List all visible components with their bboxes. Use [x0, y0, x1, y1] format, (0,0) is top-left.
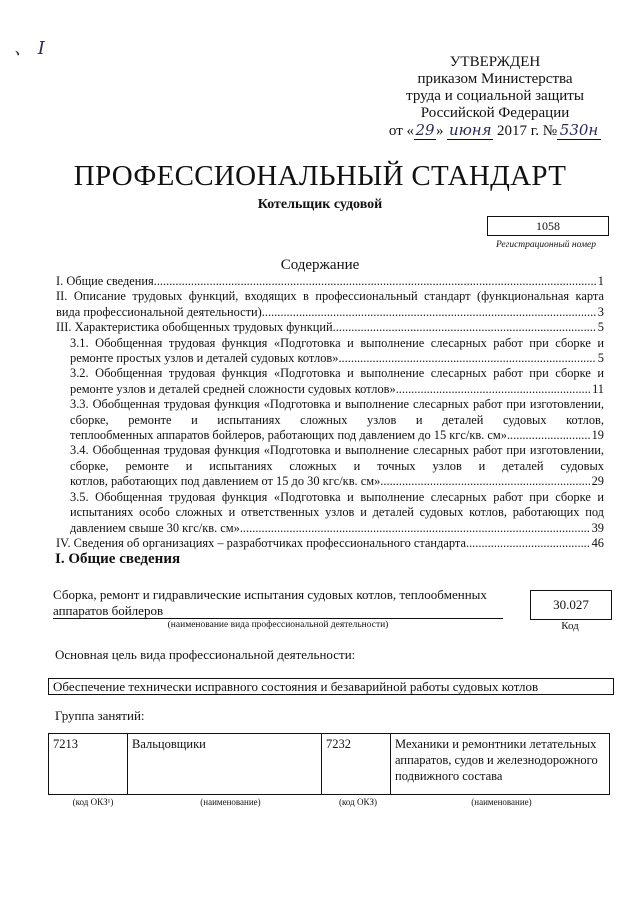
- toc-item-row: [56, 305, 604, 320]
- toc-page-number: 19: [591, 428, 604, 443]
- column-caption: (наименование): [471, 797, 532, 807]
- order-number: 530н: [557, 122, 601, 140]
- table-of-contents: [56, 274, 604, 551]
- toc-item: [56, 366, 604, 397]
- toc-page-number: 39: [591, 520, 604, 535]
- toc-item: [56, 536, 604, 551]
- toc-page-number: 11: [592, 381, 604, 396]
- activity-code: 30.027: [530, 590, 612, 620]
- goal-label: Основная цель вида профессиональной деятельности:: [55, 647, 356, 662]
- toc-item: [56, 490, 604, 536]
- toc-item-label: котлов, работающих под давлением от 15 до 30 кгс/кв. см»: [70, 474, 381, 489]
- approval-line: труда и социальной защиты: [406, 88, 584, 104]
- toc-item-label: IV. Сведения об организациях – разработчиках профессионального стандарта: [56, 535, 466, 550]
- toc-leader-dots: [396, 382, 590, 397]
- handwritten-mark: 、 I: [14, 38, 45, 59]
- toc-leader-dots: [466, 536, 590, 551]
- toc-item-row: [70, 521, 604, 536]
- order-line: [360, 122, 630, 140]
- toc-item: [56, 289, 604, 320]
- toc-item-text: 3.3. Обобщенная трудовая функция «Подготовка и выполнение слесарных работ при изготовлении, сборке, ремонте и испытаниях сложных узлов и деталей судовых котлов,: [70, 397, 604, 427]
- toc-item: [56, 320, 604, 335]
- activity-name: Сборка, ремонт и гидравлические испытания судовых котлов, теплообменных аппаратов бойлеров: [53, 587, 487, 618]
- okz-code-cell: 7232: [322, 734, 391, 795]
- toc-item: [56, 336, 604, 367]
- toc-item-row: [56, 320, 604, 335]
- toc-item-label: вида профессиональной деятельности): [56, 304, 262, 319]
- approval-line: УТВЕРЖДЕН: [449, 54, 541, 70]
- toc-item: [56, 397, 604, 443]
- page-title: ПРОФЕССИОНАЛЬНЫЙ СТАНДАРТ: [73, 160, 567, 192]
- toc-item-label: ремонте узлов и деталей средней сложности судовых котлов»: [70, 381, 396, 396]
- table-row: [49, 734, 610, 795]
- toc-page-number: 3: [597, 304, 604, 319]
- order-prefix: от «: [388, 123, 415, 139]
- toc-item-row: [70, 351, 604, 366]
- section-heading: I. Общие сведения: [55, 551, 181, 567]
- column-caption: (код ОКЗ¹): [72, 797, 114, 807]
- toc-item-label: I. Общие сведения: [56, 274, 154, 288]
- toc-item-row: [56, 274, 604, 289]
- occupation-name-cell: Вальцовщики: [128, 734, 322, 795]
- toc-page-number: 29: [591, 474, 604, 489]
- order-month: июня: [448, 121, 492, 139]
- toc-page-number: 5: [597, 351, 604, 366]
- toc-item-label: ремонте простых узлов и деталей судовых котлов»: [70, 351, 339, 366]
- toc-page-number: 46: [591, 535, 604, 550]
- toc-page-number: 5: [597, 320, 604, 335]
- toc-leader-dots: [507, 428, 590, 443]
- okz-code-cell: 7213: [49, 734, 128, 795]
- toc-leader-dots: [333, 320, 596, 335]
- toc-item-text: 3.2. Обобщенная трудовая функция «Подготовка и выполнение слесарных работ при сборке и: [70, 366, 604, 381]
- toc-page-number: 1: [597, 274, 604, 288]
- toc-title: Содержание: [280, 257, 360, 273]
- order-mid: »: [436, 123, 448, 139]
- toc-item: [56, 274, 604, 289]
- toc-item-label: III. Характеристика обобщенных трудовых функций: [56, 320, 333, 335]
- registration-label: Регистрационный номер: [495, 240, 597, 250]
- toc-leader-dots: [380, 474, 589, 489]
- registration-number: 1058: [487, 216, 609, 236]
- group-label: Группа занятий:: [55, 708, 145, 723]
- page-subtitle: Котельщик судовой: [257, 197, 383, 212]
- goal-text: Обеспечение технически исправного состояния и безаварийной работы судовых котлов: [48, 678, 614, 695]
- code-caption: Код: [561, 620, 579, 632]
- toc-leader-dots: [240, 521, 590, 536]
- column-caption: (наименование): [200, 797, 261, 807]
- order-day: 29: [415, 121, 435, 139]
- toc-leader-dots: [338, 351, 595, 366]
- toc-item: [56, 443, 604, 489]
- toc-leader-dots: [154, 274, 596, 289]
- occupation-name-cell: Механики и ремонтники летательных аппаратов, судов и железнодорожного подвижного состава: [391, 734, 610, 795]
- toc-item-row: [56, 536, 604, 551]
- toc-item-row: [70, 382, 604, 397]
- toc-item-text: 3.1. Обобщенная трудовая функция «Подготовка и выполнение слесарных работ при сборке и: [70, 335, 604, 350]
- toc-leader-dots: [262, 305, 596, 320]
- approval-line: Российской Федерации: [420, 105, 570, 121]
- toc-item-text: 3.5. Обобщенная трудовая функция «Подготовка и выполнение слесарных работ при сборке и испытаниях особо сложных и ответственных узлов и деталей судовых котлов, работающих под: [70, 489, 604, 520]
- toc-item-label: теплообменных аппаратов бойлеров, работающих под давлением до 15 кгс/кв. см»: [70, 428, 507, 443]
- order-year: 2017 г. №: [493, 123, 558, 139]
- toc-item-row: [70, 474, 604, 489]
- column-caption: (код ОКЗ): [339, 797, 377, 807]
- toc-item-row: [70, 428, 604, 443]
- activity-underline: [53, 618, 503, 619]
- toc-item-text: II. Описание трудовых функций, входящих в профессиональный стандарт (функциональная карта: [56, 289, 604, 304]
- toc-item-text: 3.4. Обобщенная трудовая функция «Подготовка и выполнение слесарных работ при изготовлении, сборке, ремонте и испытаниях сложных и точных узлов и деталей судовых: [70, 443, 604, 473]
- activity-caption: (наименование вида профессиональной деятельности): [167, 620, 389, 630]
- toc-item-label: давлением свыше 30 кгс/кв. см»: [70, 520, 240, 535]
- approval-block: [360, 54, 630, 140]
- approval-line: приказом Министерства: [417, 71, 573, 87]
- occupation-table: [48, 733, 610, 795]
